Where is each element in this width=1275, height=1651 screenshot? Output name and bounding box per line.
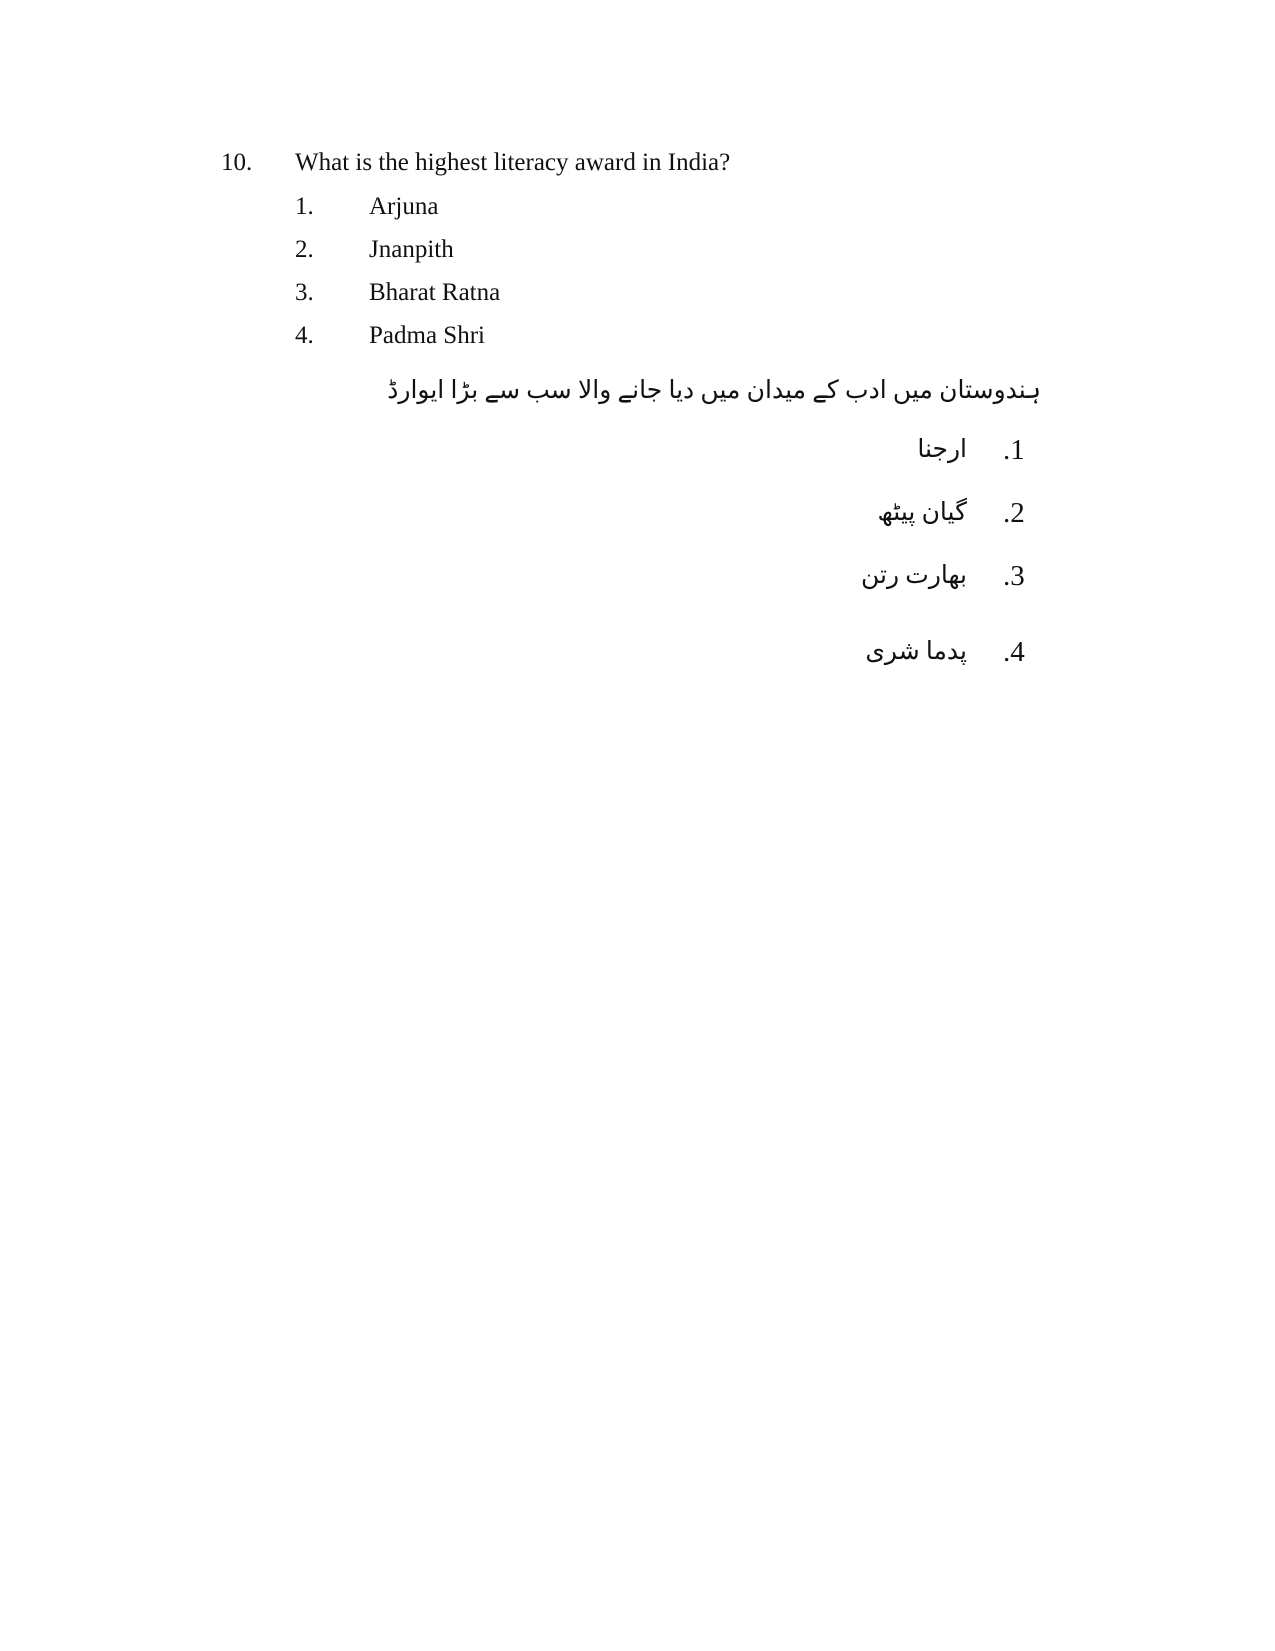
question-text-english: What is the highest literacy award in India? bbox=[295, 149, 731, 176]
urdu-option-label-2: گیان پیٹھ bbox=[877, 499, 967, 526]
urdu-option-label-3: بھارت رتن bbox=[860, 562, 967, 589]
urdu-option-label-1: ارجنا bbox=[917, 436, 967, 463]
option-label-2: Jnanpith bbox=[369, 236, 454, 263]
option-label-4: Padma Shri bbox=[369, 322, 485, 349]
question-number: 10. bbox=[221, 149, 253, 176]
option-label-3: Bharat Ratna bbox=[369, 279, 501, 306]
option-number-1: 1. bbox=[295, 193, 314, 220]
urdu-option-number-2: .2 bbox=[1003, 497, 1025, 529]
option-number-4: 4. bbox=[295, 322, 314, 349]
option-number-2: 2. bbox=[295, 236, 314, 263]
urdu-option-label-4: پدما شری bbox=[865, 638, 967, 665]
urdu-option-number-1: .1 bbox=[1003, 434, 1025, 466]
urdu-option-number-4: .4 bbox=[1003, 636, 1025, 668]
option-number-3: 3. bbox=[295, 279, 314, 306]
option-label-1: Arjuna bbox=[369, 193, 439, 220]
question-text-urdu: ہندوستان میں ادب کے میدان میں دیا جانے والا سب سے بڑا ایوارڈ bbox=[387, 377, 1041, 404]
urdu-option-number-3: .3 bbox=[1003, 560, 1025, 592]
